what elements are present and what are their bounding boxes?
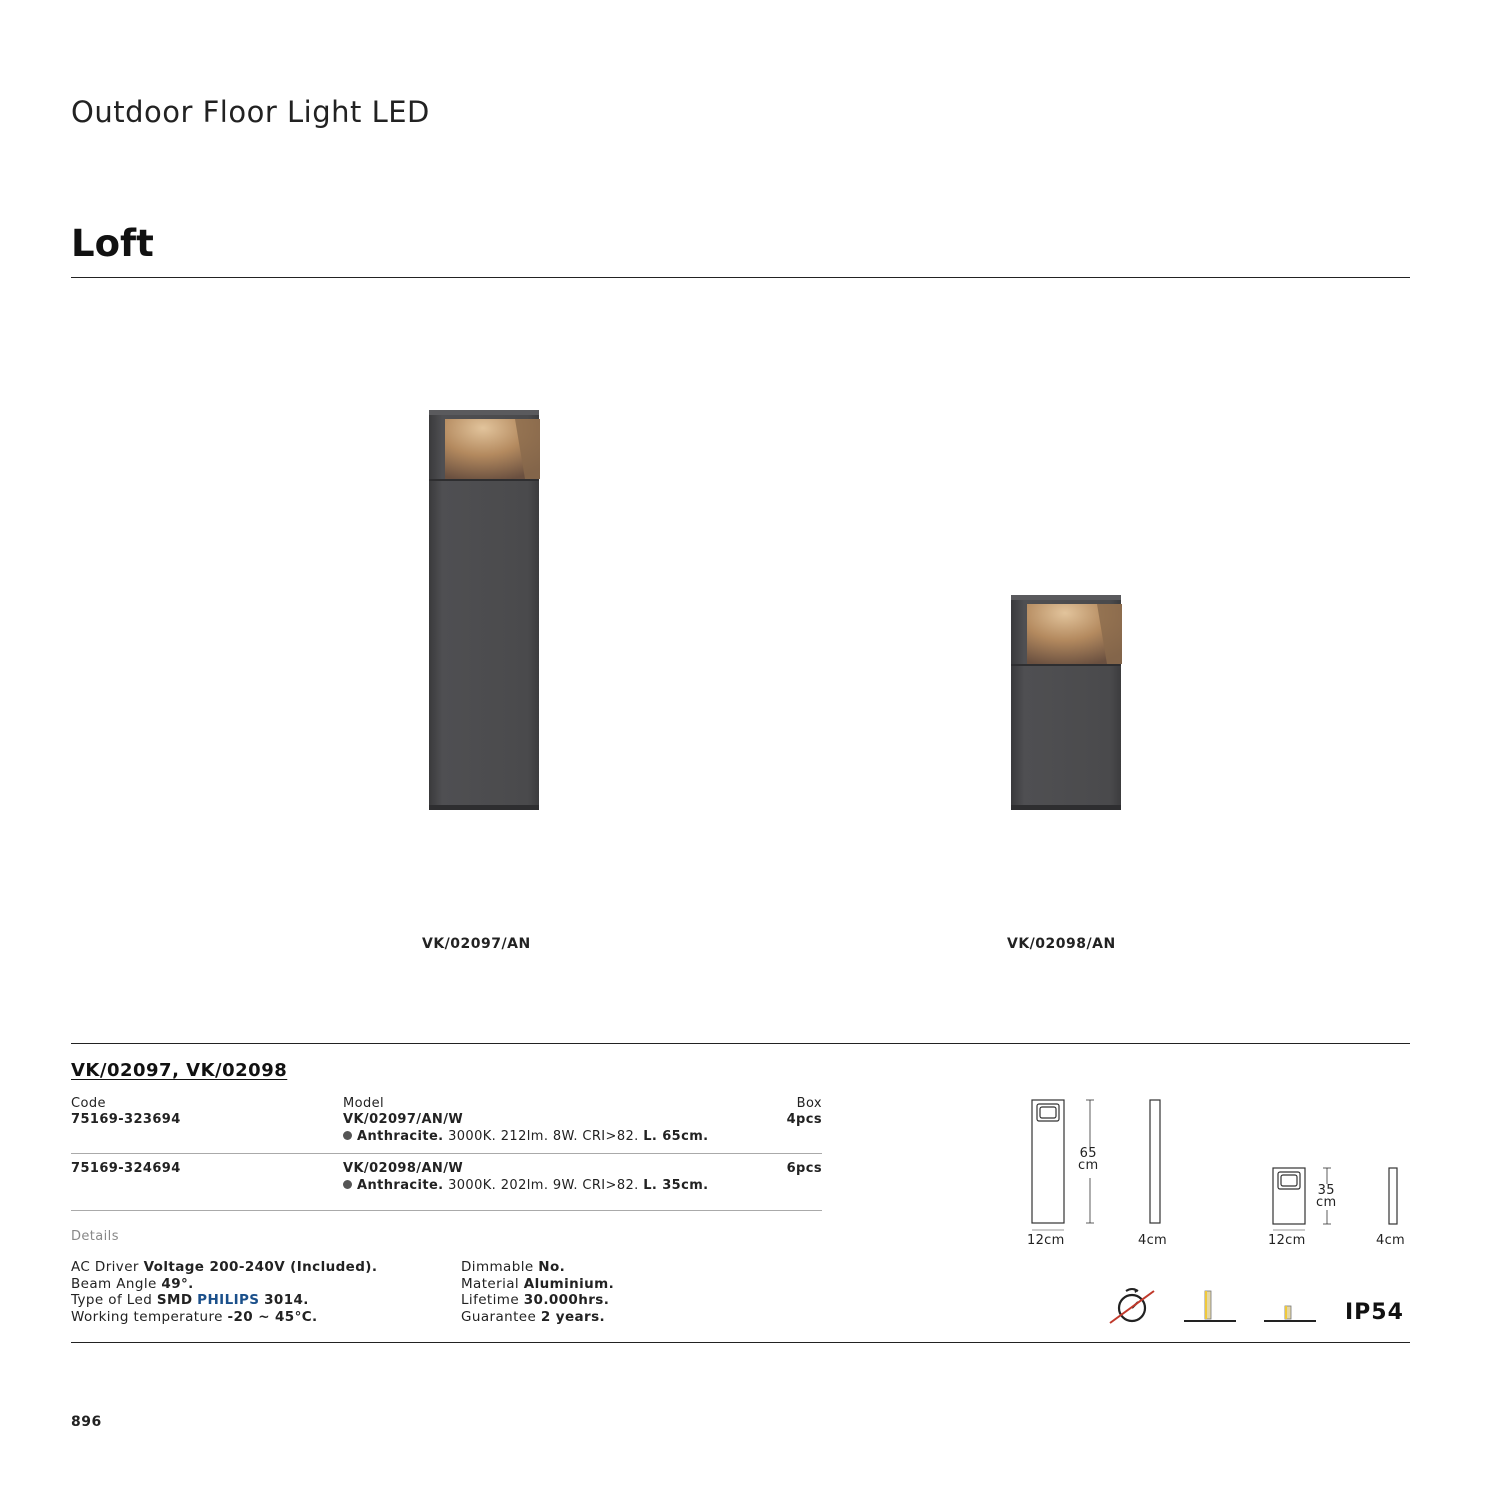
- detail-working-temperature: Working temperature -20 ~ 45°C.: [71, 1308, 318, 1325]
- length-spec: L. 65cm.: [643, 1129, 709, 1144]
- detail-dimmable: Dimmable No.: [461, 1259, 566, 1275]
- row-divider: [71, 1153, 822, 1154]
- details-label: Details: [71, 1229, 119, 1244]
- page-subtitle: Outdoor Floor Light LED: [71, 95, 430, 129]
- depth-label-small: 4cm: [1376, 1233, 1405, 1248]
- details-left-column: [71, 1259, 377, 1325]
- finish-color: Anthracite.: [357, 1178, 444, 1193]
- footer-divider: [71, 1342, 1410, 1343]
- row-divider: [71, 1210, 822, 1211]
- product-image-short-bollard: [1005, 590, 1130, 815]
- product-spec-line: [343, 1178, 708, 1193]
- page-title: Loft: [71, 222, 154, 265]
- length-spec: L. 35cm.: [643, 1178, 709, 1193]
- not-dimmable-icon: [1108, 1285, 1158, 1327]
- product-model: VK/02097/AN/W: [343, 1112, 464, 1127]
- detail-beam-angle: Beam Angle 49°.: [71, 1275, 194, 1292]
- width-label-large: 12cm: [1027, 1233, 1065, 1248]
- ip-rating-badge: IP54: [1345, 1300, 1404, 1325]
- box-quantity: 6pcs: [786, 1161, 822, 1176]
- light-spec: 3000K. 202lm. 9W. CRI>82.: [448, 1178, 639, 1193]
- detail-led-type: Type of Led SMD PHILIPS 3014.: [71, 1292, 309, 1308]
- height-label-large: 65 cm: [1078, 1146, 1099, 1173]
- box-column-header: Box: [796, 1096, 822, 1111]
- product-model: VK/02098/AN/W: [343, 1161, 464, 1176]
- color-dot-icon: [343, 1180, 352, 1189]
- finish-color: Anthracite.: [357, 1129, 444, 1144]
- product-caption: VK/02097/AN: [422, 936, 531, 952]
- models-heading: VK/02097, VK/02098: [71, 1060, 288, 1081]
- details-right-column: [461, 1259, 614, 1325]
- section-divider: [71, 1043, 1410, 1044]
- detail-guarantee: Guarantee 2 years.: [461, 1308, 606, 1325]
- model-column-header: Model: [343, 1096, 385, 1111]
- title-divider: [71, 277, 1410, 278]
- code-column-header: Code: [71, 1096, 106, 1111]
- tall-bollard-icon: [1182, 1288, 1238, 1326]
- height-label-small: 35 cm: [1316, 1183, 1337, 1210]
- product-image-tall-bollard: [420, 405, 550, 815]
- product-caption: VK/02098/AN: [1007, 936, 1116, 952]
- depth-label-large: 4cm: [1138, 1233, 1167, 1248]
- product-code: 75169-323694: [71, 1112, 181, 1127]
- box-quantity: 4pcs: [786, 1112, 822, 1127]
- detail-material: Material Aluminium.: [461, 1275, 615, 1292]
- product-code: 75169-324694: [71, 1161, 181, 1176]
- product-spec-line: [343, 1129, 708, 1144]
- width-label-small: 12cm: [1268, 1233, 1306, 1248]
- color-dot-icon: [343, 1131, 352, 1140]
- short-bollard-icon: [1262, 1298, 1318, 1326]
- detail-lifetime: Lifetime 30.000hrs.: [461, 1292, 610, 1308]
- detail-driver: AC Driver Voltage 200-240V (Included).: [71, 1259, 378, 1275]
- light-spec: 3000K. 212lm. 8W. CRI>82.: [448, 1129, 639, 1144]
- philips-brand: PHILIPS: [197, 1292, 260, 1308]
- page-number: 896: [71, 1414, 102, 1430]
